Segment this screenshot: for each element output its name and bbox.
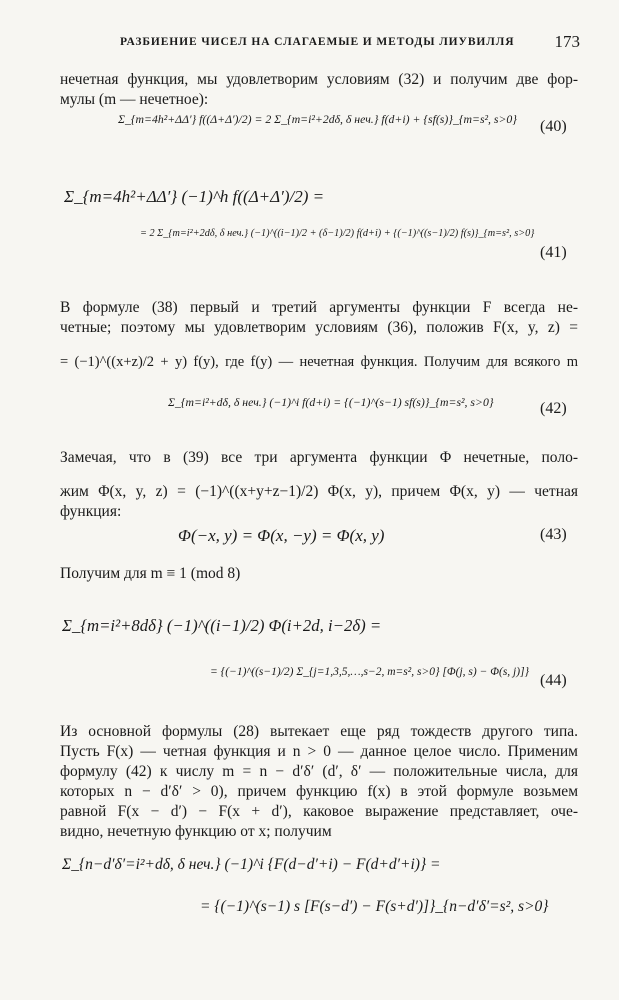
p3-line-3: функция:: [60, 503, 122, 520]
equation-41-bottom: = 2 Σ_{m=i²+2dδ, δ неч.} (−1)^((i−1)/2 + (δ−1)/2) f(d+i) + {(−1)^((s−1)/2) f(s)}_{m=s², s>0}: [140, 228, 535, 239]
p3-line-1: Замечая, что в (39) все три аргумента функции Φ нечетные, поло-: [60, 449, 578, 466]
p2-line-3: = (−1)^((x+z)/2 + y) f(y), где f(y) — нечетная функция. Получим для всякого m: [60, 354, 578, 370]
equation-42-number: (42): [540, 400, 567, 417]
p4-line-1: Получим для m ≡ 1 (mod 8): [60, 565, 241, 582]
p5-line-6: видно, нечетную функцию от x; получим: [60, 823, 332, 840]
page-header: [60, 32, 580, 56]
p5-line-1: Из основной формулы (28) вытекает еще ряд тождеств другого типа.: [60, 723, 578, 740]
p5-line-2: Пусть F(x) — четная функция и n > 0 — данное целое число. Применим: [60, 743, 578, 760]
equation-40-number: (40): [540, 118, 567, 135]
equation-final-top: Σ_{n−d′δ′=i²+dδ, δ неч.} (−1)^i {F(d−d′+i) − F(d+d′+i)} =: [62, 856, 441, 873]
equation-44-number: (44): [540, 672, 567, 689]
running-title: РАЗБИЕНИЕ ЧИСЕЛ НА СЛАГАЕМЫЕ И МЕТОДЫ ЛИУВИЛЛЯ: [120, 36, 515, 48]
equation-final-bottom: = {(−1)^(s−1) s [F(s−d′) − F(s+d′)]}_{n−d′δ′=s², s>0}: [200, 898, 549, 915]
p3-line-2: жим Φ(x, y, z) = (−1)^((x+y+z−1)/2) Φ(x, y), причем Φ(x, y) — четная: [60, 483, 578, 500]
equation-44-bottom: = {(−1)^((s−1)/2) Σ_{j=1,3,5,…,s−2, m=s², s>0} [Φ(j, s) − Φ(s, j)]}: [210, 666, 530, 678]
p5-line-3: формулу (42) к числу m = n − d′δ′ (d′, δ′ — положительные числа, для: [60, 763, 578, 780]
equation-44-top: Σ_{m=i²+8dδ} (−1)^((i−1)/2) Φ(i+2d, i−2δ) =: [62, 616, 382, 635]
p2-line-1: В формуле (38) первый и третий аргументы функции F всегда не-: [60, 299, 578, 316]
equation-43: Φ(−x, y) = Φ(x, −y) = Φ(x, y): [178, 526, 385, 545]
p5-line-4: которых n − d′δ′ > 0), причем функцию f(x) в этой формуле возьмем: [60, 783, 578, 800]
equation-42: Σ_{m=i²+dδ, δ неч.} (−1)^i f(d+i) = {(−1)^(s−1) sf(s)}_{m=s², s>0}: [168, 396, 494, 409]
p1-line-2: мулы (m — нечетное):: [60, 91, 209, 108]
equation-43-number: (43): [540, 526, 567, 543]
p1-line-1: нечетная функция, мы удовлетворим условиям (32) и получим две фор-: [60, 71, 578, 88]
p2-line-2: четные; поэтому мы удовлетворим условиям (36), положив F(x, y, z) =: [60, 319, 578, 336]
page-number: 173: [554, 32, 580, 51]
equation-41-number: (41): [540, 244, 567, 261]
p5-line-5: равной F(x − d′) − F(x + d′), каковое выражение представляет, оче-: [60, 803, 578, 820]
equation-41-top: Σ_{m=4h²+ΔΔ′} (−1)^h f((Δ+Δ′)/2) =: [64, 187, 325, 206]
equation-40: Σ_{m=4h²+ΔΔ′} f((Δ+Δ′)/2) = 2 Σ_{m=i²+2dδ, δ неч.} f(d+i) + {sf(s)}_{m=s², s>0}: [118, 113, 518, 126]
